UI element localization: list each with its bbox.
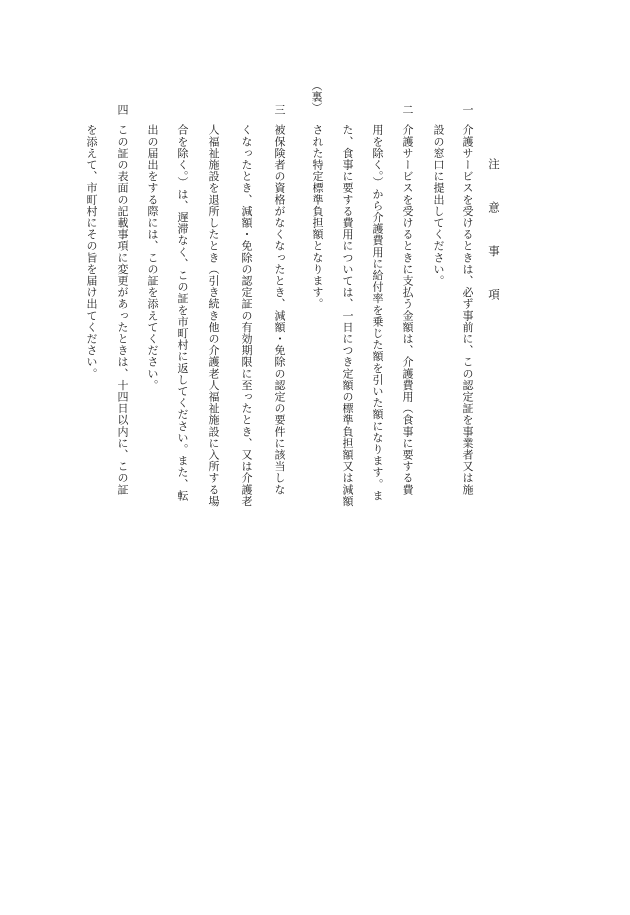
item-4-number: 四 — [116, 104, 129, 115]
item-3-line-1: 被保険者の資格がなくなったとき、減額・免除の認定の要件に該当しな — [273, 124, 286, 496]
item-2-number: 二 — [401, 104, 414, 115]
item-2-line-3: た、食事に要する費用については、一日につき定額の標準負担額又は減額 — [341, 124, 354, 507]
item-2-line-4: された特定標準負担額となります。 — [311, 124, 324, 310]
item-3-line-5: 出の届出をする際には、この証を添えてください。 — [146, 124, 159, 391]
item-1-line-2: 設の窓口に提出してください。 — [432, 124, 445, 287]
item-4-line-2: を添えて、市町村にその旨を届け出てください。 — [85, 124, 98, 380]
item-2-line-1: 介護サービスを受けるときに支払う金額は、介護費用（食事に要する費 — [401, 124, 414, 496]
item-4-line-1: この証の表面の記載事項に変更があったときは、十四日以内に、この証 — [116, 124, 129, 496]
item-3-line-2: くなったとき、減額・免除の認定証の有効期限に至ったとき、又は介護老 — [240, 124, 253, 507]
item-3-number: 三 — [273, 104, 286, 115]
item-3-line-3: 人福祉施設を退所したとき（引き続き他の介護老人福祉施設に入所する場 — [207, 124, 220, 507]
notes-heading: 注 意 事 項 — [487, 158, 501, 309]
item-2-line-2: 用を除く。）から介護費用に給付率を乗じた額を引いた額になります。ま — [371, 124, 384, 502]
item-1-number: 一 — [461, 104, 474, 115]
item-3-line-4: 合を除く。）は、遅滞なく、この証を市町村に返してください。また、転 — [176, 124, 189, 502]
reverse-side-mark: （裏） — [310, 80, 323, 113]
item-1-line-1: 介護サービスを受けるときは、必ず事前に、この認定証を事業者又は施 — [461, 124, 474, 496]
